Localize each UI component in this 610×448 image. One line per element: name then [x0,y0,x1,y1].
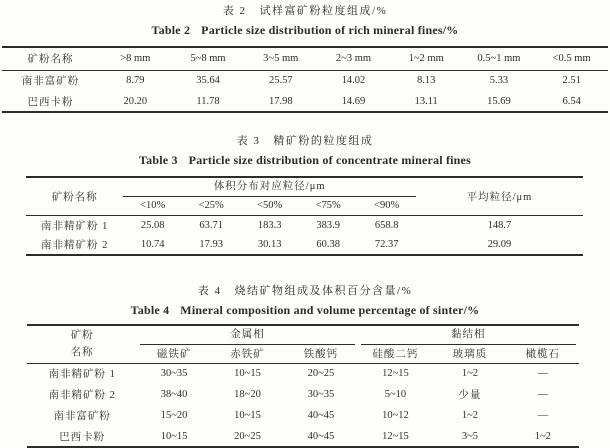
table-cell: 30~35 [160,368,188,380]
column-header-size: 0.5~1 mm [463,47,536,70]
caption-label: Table 4 [130,303,170,317]
caption-label: Table 2 [151,23,191,37]
table-cell: 11.78 [196,95,220,107]
table4-header-row-1 [27,325,579,345]
table-cell: — [537,368,549,380]
table3-caption-zh [0,134,610,148]
row-header: 巴西卡粉 [27,96,74,108]
table3 [26,176,583,256]
column-header-size: 1~2 mm [390,47,463,70]
table-cell: 30~35 [307,389,335,400]
caption-title: 烧结矿物组成及体积百分含量/% [234,285,413,297]
table-cell: 2.51 [562,75,581,87]
table3-header-row-1 [26,177,583,197]
column-group-label: 黏结相 [361,326,576,345]
column-header-size: <0.5 mm [535,47,608,70]
table4-caption-zh [0,284,610,298]
row-header: 南非富矿粉 [21,76,80,88]
table-cell: — [537,389,549,400]
column-group-binder-phase [358,325,579,345]
column-header-name: 矿粉名称 [2,47,99,70]
table-cell: 10~15 [234,368,261,380]
column-header-size: 2~3 mm [317,47,390,70]
table-cell: 8.13 [417,75,436,87]
table-cell: 15.69 [487,95,511,107]
row-header: 南非精矿粉 2 [41,240,109,251]
table-cell: 38~40 [160,389,188,400]
table-cell: 20~25 [307,368,335,380]
table-cell: 13.11 [414,95,438,107]
table-cell: 5~10 [384,389,407,400]
row-header: 南非精矿粉 1 [48,369,116,381]
caption-label: Table 3 [139,153,178,167]
table3-caption-en [0,153,610,167]
column-header-name-line1: 矿粉 [70,330,94,342]
column-header-size: 5~8 mm [172,47,245,70]
column-header-mean: 平均粒径/μm [416,177,583,215]
caption-title: Particle size distribution of rich mineral fines/% [201,23,459,37]
table-cell: 1~2 [461,368,479,380]
table-cell: 20~25 [234,430,261,442]
column-header-pct: <25% [182,197,240,215]
table-cell: 40~45 [307,410,335,421]
table-cell: 20.20 [123,95,148,107]
column-header-mineral: 玻璃质 [433,345,506,363]
column-header-mineral: 磁铁矿 [137,345,210,363]
caption-title: 精矿粉的粒度组成 [273,135,374,147]
table-cell: 6.54 [562,95,581,107]
table-cell: 14.69 [341,95,366,107]
table-cell: 25.08 [140,219,165,231]
table-row [26,235,583,255]
row-header: 巴西卡粉 [59,431,106,443]
table-cell: 8.79 [126,75,145,87]
table-row [26,215,583,235]
table2-caption-zh [0,4,610,18]
table-row [27,426,579,447]
table-cell: 658.8 [374,219,399,231]
table-cell: 72.37 [374,239,399,250]
column-group-metal-phase [137,325,357,345]
table-cell: 10.74 [140,239,165,250]
table-cell: 10~15 [160,430,188,442]
column-header-pct: <90% [357,197,415,215]
table-cell: 1~2 [534,430,551,442]
row-header: 南非精矿粉 1 [41,220,109,232]
row-header: 南非富矿粉 [53,411,111,422]
table-cell: 30.13 [257,239,282,250]
table-cell: 18~20 [234,389,261,400]
table-cell: 3~5 [461,430,479,442]
table-cell: 29.09 [487,239,512,250]
table4 [27,324,579,448]
table-cell: 12~15 [382,368,409,380]
table-row [2,70,608,91]
table-cell: 40~45 [307,430,335,442]
caption-title: Mineral composition and volume percentage of sinter/% [180,303,480,317]
column-header-mineral: 硅酸二钙 [358,345,434,363]
column-group-label: 体积分布对应粒径/μm [123,178,415,197]
caption-label: 表 4 [197,285,222,297]
table-cell: 383.9 [316,219,340,231]
column-header-size: 3~5 mm [244,47,317,70]
table-cell: 5.33 [489,75,509,87]
table-cell: 63.71 [199,219,223,231]
caption-title: Particle size distribution of concentrate mineral fines [188,153,471,167]
column-header-name: 矿粉名称 [26,177,123,215]
column-header-pct: <10% [123,197,181,215]
table-cell: 少量 [458,390,482,401]
column-group-label: 金属相 [140,326,354,345]
table-cell: 14.02 [341,75,366,87]
column-header-name [27,325,137,363]
table-cell: 35.64 [196,75,220,87]
table3-section [0,134,610,256]
caption-label: 表 2 [222,5,247,17]
table-cell: — [537,410,549,421]
table-row [2,91,608,112]
table2-caption-en [0,23,610,37]
table2 [2,46,608,113]
table-cell: 10~15 [234,410,261,421]
column-header-pct: <50% [240,197,298,215]
column-group-header [123,177,415,197]
table-cell: 12~15 [382,430,409,442]
caption-label: 表 3 [236,135,261,147]
table2-header-row [2,47,608,70]
caption-title: 试样富矿粉粒度组成/% [259,5,388,17]
table-cell: 17.98 [268,95,293,107]
row-header: 南非精矿粉 2 [48,390,116,401]
table-cell: 17.93 [199,239,223,250]
table-cell: 15~20 [160,410,188,421]
table4-section [0,284,610,448]
table-row [27,384,579,405]
column-header-name-line2: 名称 [70,347,94,359]
column-header-mineral: 赤铁矿 [211,345,284,363]
table-cell: 60.38 [316,239,340,250]
table-cell: 148.7 [487,219,512,231]
table-cell: 1~2 [461,410,479,421]
table-cell: 183.3 [257,219,282,231]
column-header-pct: <75% [299,197,357,215]
table-cell: 25.57 [268,75,293,87]
table-row [27,405,579,426]
column-header-mineral: 橄榄石 [507,345,579,363]
column-header-mineral: 铁酸钙 [284,345,357,363]
table-cell: 10~12 [382,410,409,421]
column-header-size: >8 mm [99,47,172,70]
table-row [27,363,579,384]
table2-section [0,0,610,113]
table4-caption-en [0,303,610,317]
